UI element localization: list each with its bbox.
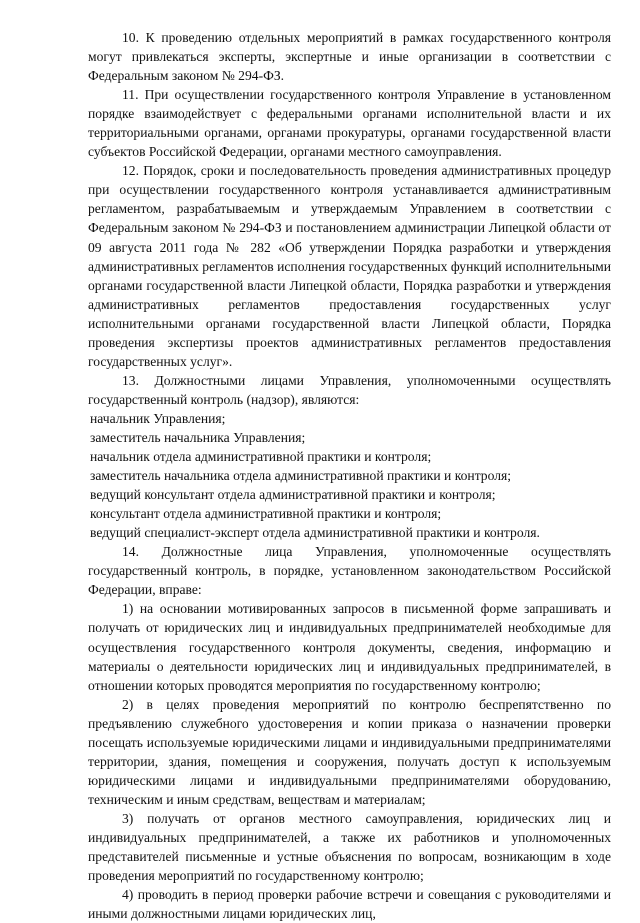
- right-item-1: 1) на основании мотивированных запросов в письменной форме запрашивать и получать от юридических лиц и индивидуальных предпринимателей необходимые для осуществления государственного контроля документы, сведения, информацию и материалы о деятельности юридических лиц и индивидуальных предпринимателей, в отношении которых проводятся мероприятия по государственному контролю;: [88, 601, 611, 693]
- official-item: консультант отдела административной практики и контроля;: [90, 506, 442, 522]
- paragraph-10: 10. К проведению отдельных мероприятий в рамках государственного контроля могут привлекаться эксперты, экспертные и иные организации в соответствии с Федеральным законом № 294-ФЗ.: [88, 30, 611, 84]
- official-item: ведущий специалист-эксперт отдела административной практики и контроля.: [90, 525, 540, 541]
- official-item: ведущий консультант отдела административной практики и контроля;: [90, 487, 496, 503]
- official-item: заместитель начальника Управления;: [90, 429, 306, 445]
- paragraph-11: 11. При осуществлении государственного контроля Управление в установленном порядке взаимодействует с федеральными органами исполнительной власти и их территориальными органами, органами прокуратуры, органами государственной власти субъектов Российской Федерации, органами местного самоуправления.: [88, 87, 611, 160]
- right-item-4: 4) проводить в период проверки рабочие встречи и совещания с руководителями и иными должностными лицами юридических лиц,: [88, 887, 611, 922]
- paragraph-13: 13. Должностными лицами Управления, уполномоченными осуществлять государственный контроль (надзор), являются:: [88, 372, 611, 407]
- right-item-3: 3) получать от органов местного самоуправления, юридических лиц и индивидуальных предпринимателей, а также их работников и уполномоченных представителей письменные и устные объяснения по вопросам, возникающим в ходе проведения мероприятий по государственному контролю;: [88, 810, 611, 884]
- official-item: заместитель начальника отдела административной практики и контроля;: [90, 468, 512, 484]
- official-item: начальник отдела административной практики и контроля;: [90, 449, 432, 465]
- right-item-2: 2) в целях проведения мероприятий по контролю беспрепятственно по предъявлению служебного удостоверения и копии приказа о назначении проверки посещать используемые юридическими лицами и индивидуальными предпринимателями территории, здания, помещения и сооружения, получать доступ к используемым юридическими лицами и индивидуальными предпринимателями оборудованию, техническим и иным средствам, веществам и материалам;: [88, 696, 611, 807]
- official-item: начальник Управления;: [90, 410, 226, 426]
- paragraph-12: 12. Порядок, сроки и последовательность проведения административных процедур при осуществлении государственного контроля устанавливается административным регламентом, разрабатываемым и утверждаемым Управлением в соответствии с Федеральным законом № 294-ФЗ и постановлением администрации Липецкой области от 09 августа 2011 года № 282 «Об утверждении Порядка разработки и утверждения административных регламентов исполнения государственных функций исполнительными органами государственной власти Липецкой области, Порядка разработки и утверждения административных регламентов предоставления государственных услуг исполнительными органами государственной власти Липецкой области, Порядка проведения экспертизы проектов административных регламентов предоставления государственных услуг».: [88, 163, 611, 369]
- paragraph-14: 14. Должностные лица Управления, уполномоченные осуществлять государственный контроль, в порядке, установленном законодательством Российской Федерации, вправе:: [88, 544, 611, 598]
